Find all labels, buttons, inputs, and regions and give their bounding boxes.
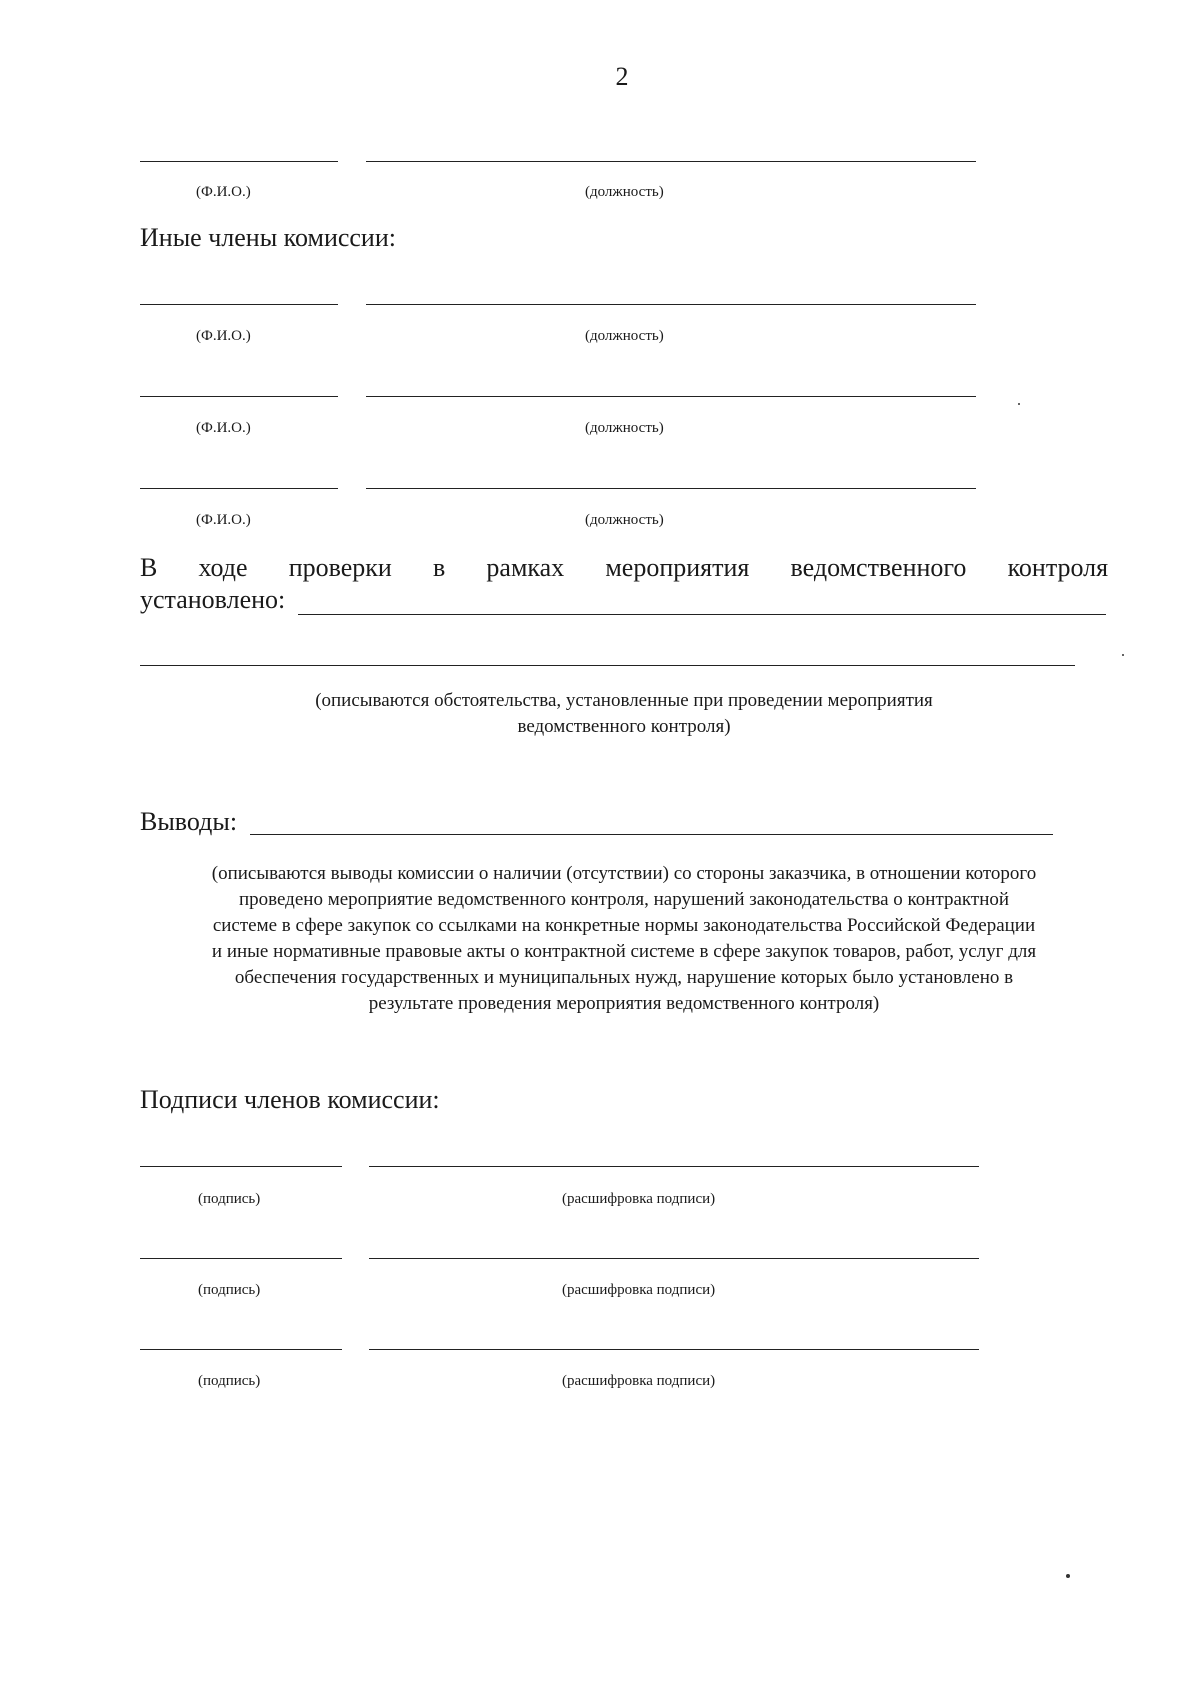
- word: ходе: [198, 553, 248, 582]
- position-line[interactable]: [366, 304, 976, 305]
- fio-caption: (Ф.И.О.): [196, 420, 251, 436]
- conclusions-heading: Выводы:: [140, 807, 238, 836]
- position-caption: (должность): [585, 184, 664, 200]
- fio-line[interactable]: [140, 161, 338, 162]
- fio-caption: (Ф.И.О.): [196, 328, 251, 344]
- fio-caption: (Ф.И.О.): [196, 512, 251, 528]
- signatures-heading: Подписи членов комиссии:: [140, 1085, 440, 1114]
- signature-decoding-line[interactable]: [369, 1258, 979, 1259]
- fio-caption: (Ф.И.О.): [196, 184, 251, 200]
- word: мероприятия: [605, 553, 750, 582]
- word: рамках: [486, 553, 565, 582]
- signature-caption: (подпись): [198, 1191, 261, 1207]
- conclusions-note: [132, 861, 1116, 1017]
- established-label: установлено:: [140, 585, 286, 614]
- conclusions-note-line: результате проведения мероприятия ведомственного контроля): [368, 993, 880, 1014]
- conclusions-note-line: и иные нормативные правовые акты о контрактной системе в сфере закупок товаров, работ, услуг для: [211, 941, 1037, 962]
- signature-decoding-caption: (расшифровка подписи): [562, 1373, 716, 1389]
- word: В: [140, 553, 158, 582]
- signature-line[interactable]: [140, 1258, 342, 1259]
- signature-decoding-line[interactable]: [369, 1349, 979, 1350]
- conclusions-note-line: системе в сфере закупок со ссылками на конкретные нормы законодательства Российской Федерации: [212, 915, 1036, 936]
- word: контроля: [1007, 553, 1109, 582]
- scan-speck: [1018, 403, 1020, 405]
- signature-line[interactable]: [140, 1166, 342, 1167]
- position-line[interactable]: [366, 488, 976, 489]
- other-members-heading: Иные члены комиссии:: [140, 223, 396, 252]
- conclusions-line[interactable]: [250, 834, 1053, 835]
- scan-speck: [1066, 1574, 1070, 1578]
- established-line1: [140, 553, 1108, 583]
- established-line-2[interactable]: [140, 665, 1075, 666]
- signature-decoding-caption: (расшифровка подписи): [562, 1282, 716, 1298]
- fio-line[interactable]: [140, 304, 338, 305]
- conclusions-note-line: проведено мероприятие ведомственного контроля, нарушений законодательства о контрактной: [238, 889, 1010, 910]
- word: ведомственного: [790, 553, 967, 582]
- circumstances-note: [140, 688, 1108, 740]
- page-number: 2: [615, 62, 629, 91]
- position-line[interactable]: [366, 396, 976, 397]
- conclusions-note-line: обеспечения государственных и муниципальных нужд, нарушение которых было установлено в: [234, 967, 1014, 988]
- conclusions-note-line: (описываются выводы комиссии о наличии (отсутствии) со стороны заказчика, в отношении которого: [211, 863, 1037, 884]
- scan-speck: [1122, 654, 1124, 656]
- position-caption: (должность): [585, 420, 664, 436]
- signature-line[interactable]: [140, 1349, 342, 1350]
- signature-caption: (подпись): [198, 1282, 261, 1298]
- word: в: [432, 553, 446, 582]
- signature-decoding-line[interactable]: [369, 1166, 979, 1167]
- circumstances-note-line: ведомственного контроля): [517, 716, 731, 737]
- position-caption: (должность): [585, 328, 664, 344]
- position-caption: (должность): [585, 512, 664, 528]
- fio-line[interactable]: [140, 488, 338, 489]
- position-line[interactable]: [366, 161, 976, 162]
- signature-decoding-caption: (расшифровка подписи): [562, 1191, 716, 1207]
- fio-line[interactable]: [140, 396, 338, 397]
- established-line[interactable]: [298, 614, 1106, 615]
- circumstances-note-line: (описываются обстоятельства, установленные при проведении мероприятия: [315, 690, 933, 711]
- word: проверки: [288, 553, 392, 582]
- signature-caption: (подпись): [198, 1373, 261, 1389]
